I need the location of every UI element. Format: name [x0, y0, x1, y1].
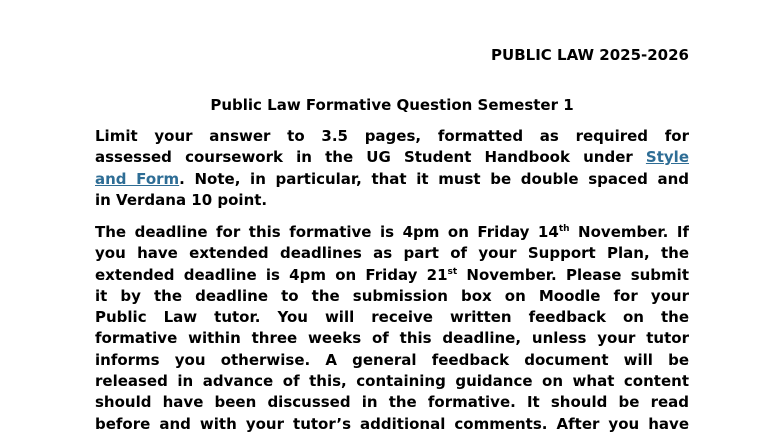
text-span: it by the deadline to the submission box on Moodle for your [95, 286, 689, 305]
paragraph-line [95, 126, 689, 147]
paragraph-line [95, 328, 689, 349]
course-title-header: PUBLIC LAW 2025-2026 [491, 46, 689, 64]
instructions-paragraph [95, 126, 689, 211]
paragraph-line [95, 147, 689, 168]
paragraph-line [95, 392, 689, 413]
paragraph-line [95, 265, 689, 286]
text-span: released in advance of this, containing guidance on what content [95, 372, 689, 391]
text-span: Public Law tutor. You will receive written feedback on the [95, 308, 689, 327]
text-span: formative within three weeks of this deadline, unless your tutor [95, 329, 689, 348]
text-span: informs you otherwise. A general feedback document will be [95, 350, 689, 369]
paragraph-line [95, 286, 689, 307]
paragraph-line [95, 190, 689, 211]
style-and-form-link[interactable]: Style [645, 148, 689, 167]
text-span: assessed coursework in the UG Student Handbook under [95, 148, 646, 167]
document-title: Public Law Formative Question Semester 1 [210, 96, 574, 114]
text-span: should have been discussed in the formative. It should be read [95, 393, 689, 412]
paragraph-line [95, 169, 689, 190]
text-span: extended deadline is 4pm on Friday 21 [95, 265, 448, 284]
style-and-form-link-continued[interactable]: and Form [95, 169, 180, 188]
paragraph-line [95, 243, 689, 264]
text-span: . Note, in particular, that it must be double spaced and [179, 169, 689, 188]
text-span: before and with your tutor’s additional comments. After you have [95, 414, 689, 433]
text-span: in Verdana 10 point. [95, 190, 268, 209]
deadline-paragraph [95, 222, 689, 435]
text-span: November. Please submit [457, 265, 689, 284]
paragraph-line [95, 350, 689, 371]
paragraph-line [95, 222, 689, 243]
ordinal-suffix: th [558, 224, 570, 234]
text-span: you have extended deadlines as part of your Support Plan, the [95, 244, 689, 263]
text-span: The deadline for this formative is 4pm on Friday 14 [95, 223, 559, 241]
ordinal-suffix: st [447, 266, 458, 277]
paragraph-line [95, 307, 689, 328]
paragraph-line [95, 371, 689, 392]
text-span: November. If [569, 223, 689, 241]
text-span: Limit your answer to 3.5 pages, formatted as required for [95, 127, 689, 145]
paragraph-line [95, 414, 689, 435]
